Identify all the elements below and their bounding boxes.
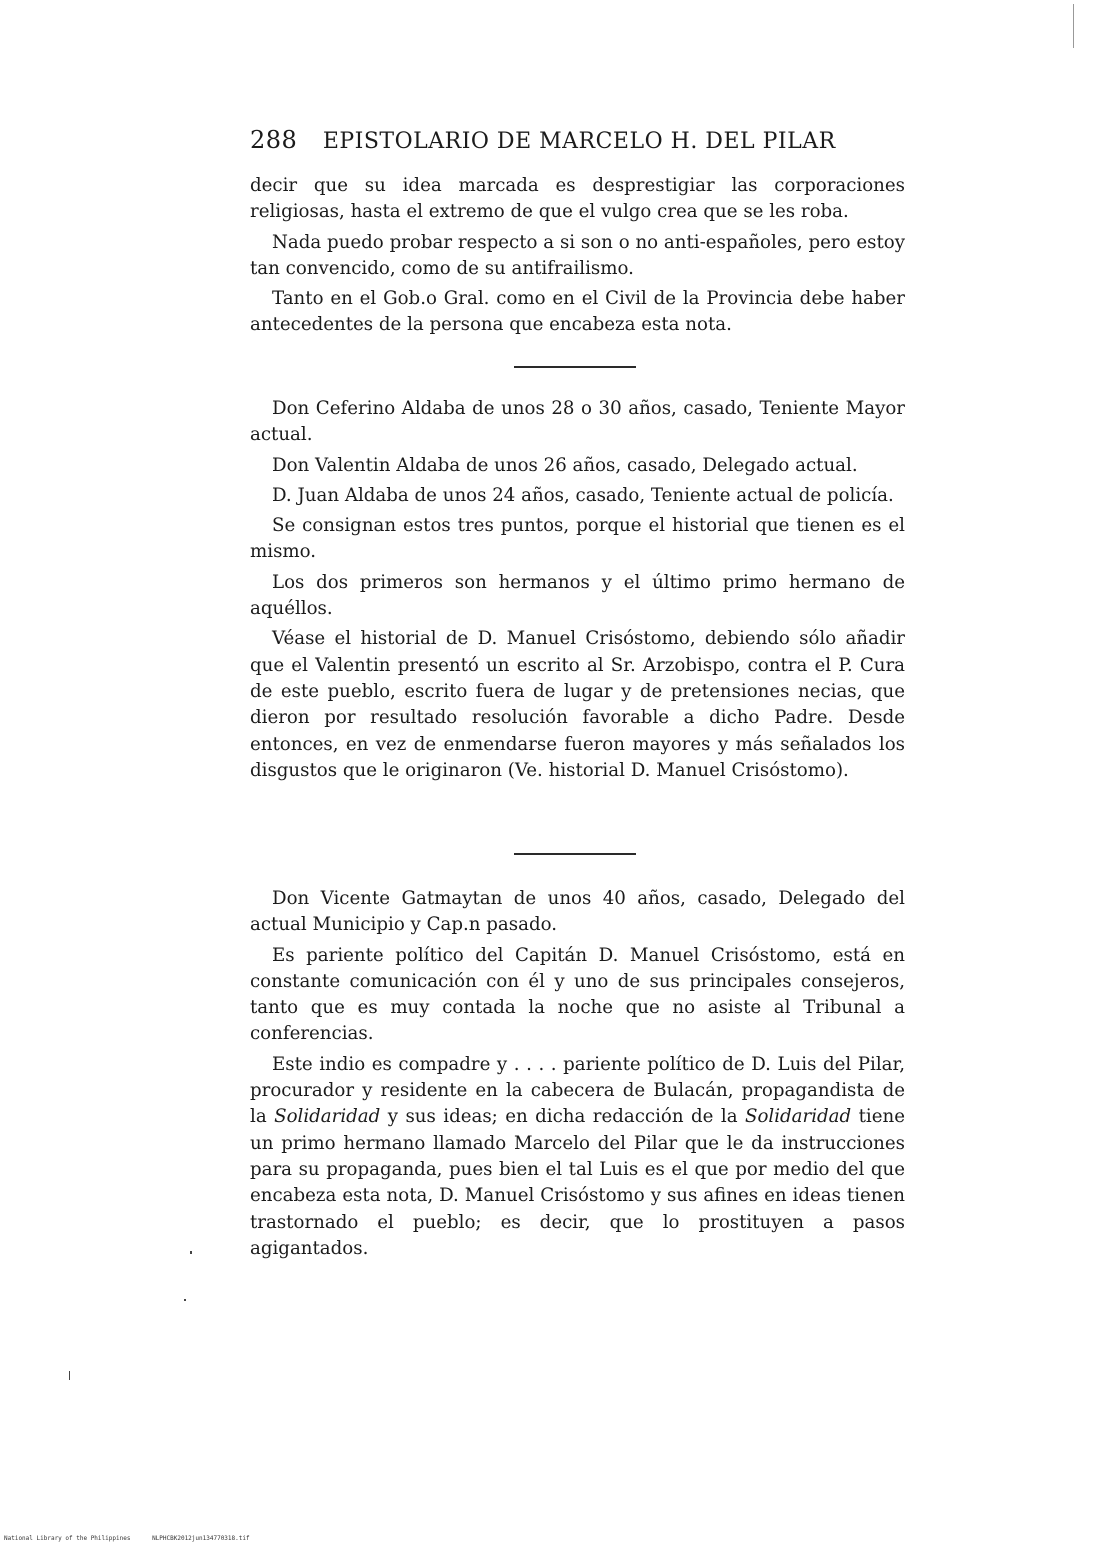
running-header (250, 126, 910, 154)
paragraph: D. Juan Aldaba de unos 24 años, casado, Teniente actual de policía. (272, 484, 894, 506)
paragraph: decir que su idea marcada es desprestigiar las corporaciones religiosas, hasta el extremo de que el vulgo crea que se les roba. (250, 175, 905, 223)
library-name: National Library of the Philippines (4, 1535, 131, 1542)
section-1 (250, 173, 905, 343)
scan-speck (69, 1371, 70, 1380)
paragraph: Tanto en el Gob.o Gral. como en el Civil de la Provincia debe haber antecedentes de la persona que encabeza esta nota. (250, 288, 905, 336)
section-2 (250, 396, 905, 788)
section-3 (250, 886, 905, 1266)
paragraph: Don Valentin Aldaba de unos 26 años, casado, Delegado actual. (272, 454, 858, 476)
paragraph: Don Ceferino Aldaba de unos 28 o 30 años, casado, Teniente Mayor actual. (250, 398, 905, 446)
scan-speck (190, 1251, 192, 1254)
paragraph: Se consignan estos tres puntos, porque el historial que tienen es el mismo. (250, 515, 905, 563)
scan-mark (1073, 4, 1074, 48)
paragraph-last: Este indio es compadre y . . . . pariente político de D. Luis del Pilar, procurador y residente en la cabecera de Bulacán, propagandista de la Solidaridad y sus ideas; en dicha redacción de la Solidaridad tiene un primo hermano llamado Marcelo del Pilar que le da instrucciones para su propaganda, pues bien el tal Luis es el que por medio del que encabeza esta nota, D. Manuel Crisóstomo y sus afines en ideas tienen trastornado el pueblo; es decir, que lo prostituyen a pasos agigantados. (250, 1053, 905, 1259)
paragraph: Nada puedo probar respecto a si son o no anti-españoles, pero estoy tan convencido, como de su antifrailismo. (250, 231, 905, 279)
paragraph: Véase el historial de D. Manuel Crisóstomo, debiendo sólo añadir que el Valentin presentó un escrito al Sr. Arzobispo, contra el P. Cura de este pueblo, escrito fuera de lugar y de pretensiones necias, que dieron por resultado resolución favorable a dicho Padre. Desde entonces, en vez de enmendarse fueron mayores y más señalados los disgustos que le originaron (Ve. historial D. Manuel Crisóstomo). (250, 628, 905, 781)
section-divider (514, 366, 636, 368)
paragraph: Es pariente político del Capitán D. Manuel Crisóstomo, está en constante comunicación con él y uno de sus principales consejeros, tanto que es muy contada la noche que no asiste al Tribunal a conferencias. (250, 944, 905, 1045)
paragraph: Don Vicente Gatmaytan de unos 40 años, casado, Delegado del actual Municipio y Cap.n pasado. (250, 888, 905, 936)
page-number: 288 (250, 126, 298, 154)
scan-speck (184, 1299, 186, 1301)
section-divider (514, 853, 636, 855)
scan-footer (4, 1535, 268, 1542)
running-title: EPISTOLARIO DE MARCELO H. DEL PILAR (322, 129, 836, 154)
file-id: NLPHCBK2012jun134770318.tif (152, 1535, 250, 1542)
italic-title: Solidaridad (274, 1106, 381, 1128)
italic-title: Solidaridad (745, 1106, 852, 1128)
paragraph: Los dos primeros son hermanos y el último primo hermano de aquéllos. (250, 571, 905, 620)
